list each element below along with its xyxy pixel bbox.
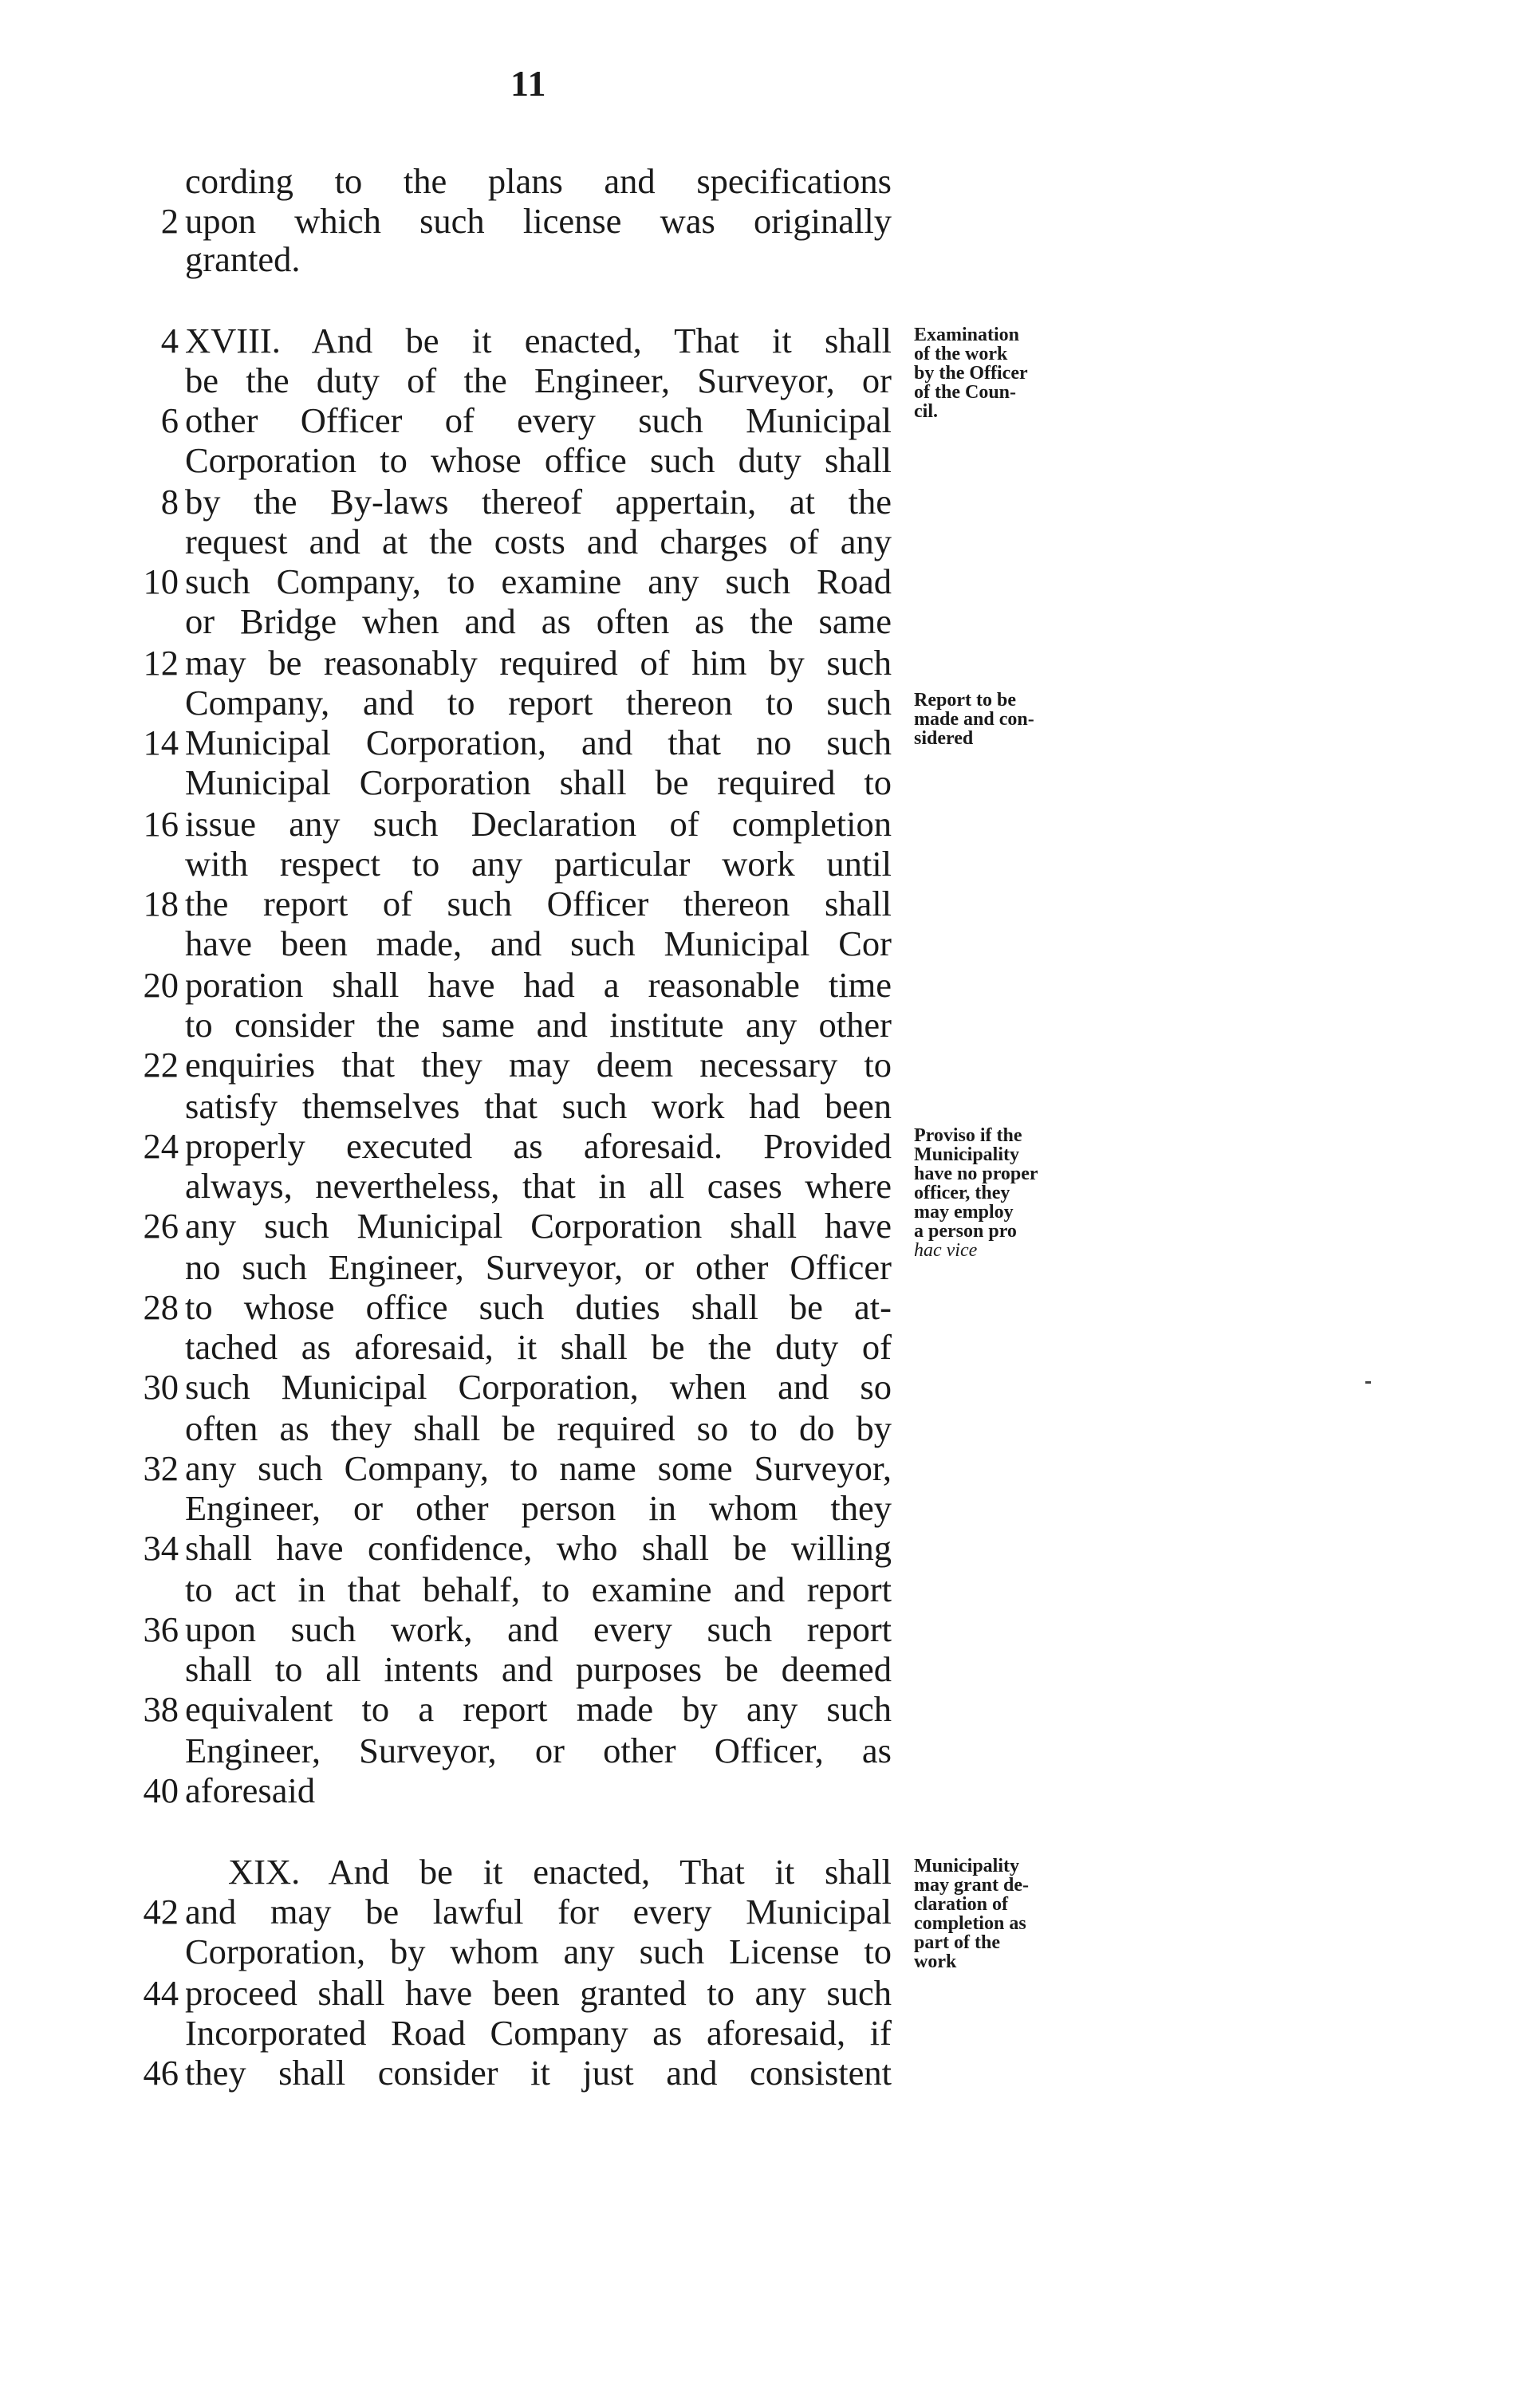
margin-note-line: of the work — [914, 344, 1008, 364]
text-line: no such Engineer, Surveyor, or other Officer — [185, 1247, 892, 1287]
line-number: 32 — [143, 1448, 179, 1488]
line-number: 24 — [143, 1126, 179, 1166]
line-number: 22 — [143, 1045, 179, 1085]
margin-note-line: may employ — [914, 1202, 1014, 1223]
margin-note — [914, 1126, 1089, 1260]
line-number: 44 — [143, 1973, 179, 2013]
text-line: and may be lawful for every Municipal — [185, 1892, 892, 1931]
margin-note-line: Examination — [914, 325, 1020, 345]
text-line: XIX. And be it enacted, That it shall — [228, 1852, 892, 1892]
margin-note-line: Municipality — [914, 1144, 1020, 1165]
margin-note-line: of the Coun- — [914, 382, 1017, 403]
text-line: upon such work, and every such report — [185, 1609, 892, 1649]
text-line: Municipal Corporation, and that no such — [185, 723, 892, 762]
line-number: 36 — [143, 1609, 179, 1649]
text-line: always, nevertheless, that in all cases where — [185, 1166, 892, 1206]
text-line: granted. — [185, 239, 301, 279]
margin-note-line: have no proper — [914, 1164, 1038, 1184]
line-number: 40 — [143, 1770, 179, 1810]
text-line: aforesaid — [185, 1770, 316, 1810]
text-line: any such Municipal Corporation shall have — [185, 1206, 892, 1246]
text-line: upon which such license was originally — [185, 201, 892, 241]
line-number: 26 — [143, 1206, 179, 1246]
text-line: other Officer of every such Municipal — [185, 400, 892, 440]
text-line: be the duty of the Engineer, Surveyor, or — [185, 360, 892, 400]
text-line: Municipal Corporation shall be required to — [185, 762, 892, 802]
margin-note-line: claration of — [914, 1894, 1008, 1915]
text-line: Incorporated Road Company as aforesaid, if — [185, 2013, 892, 2053]
text-line: Corporation, by whom any such License to — [185, 1931, 892, 1971]
text-line: XVIII. And be it enacted, That it shall — [185, 321, 892, 360]
line-number: 14 — [143, 723, 179, 762]
line-number: 12 — [143, 643, 179, 683]
stray-mark — [1365, 1381, 1371, 1384]
text-line: enquiries that they may deem necessary to — [185, 1045, 892, 1085]
line-number: 30 — [143, 1367, 179, 1407]
line-number: 8 — [160, 482, 179, 522]
text-line: have been made, and such Municipal Cor — [185, 923, 892, 963]
margin-note — [914, 691, 1089, 748]
text-line: cording to the plans and specifications — [185, 161, 892, 201]
line-number: 18 — [143, 884, 179, 923]
margin-note-line: part of the — [914, 1932, 1000, 1953]
line-number: 6 — [160, 400, 179, 440]
line-number: 34 — [143, 1528, 179, 1568]
line-number: 38 — [143, 1689, 179, 1729]
text-line: to act in that behalf, to examine and report — [185, 1569, 892, 1609]
line-number: 42 — [143, 1892, 179, 1931]
text-line: issue any such Declaration of completion — [185, 804, 892, 844]
text-line: poration shall have had a reasonable time — [185, 965, 892, 1005]
page-number: 11 — [510, 63, 547, 104]
line-number: 46 — [143, 2053, 179, 2093]
line-number: 28 — [143, 1287, 179, 1327]
text-line: properly executed as aforesaid. Provided — [185, 1126, 892, 1166]
margin-note-line: sidered — [914, 728, 974, 749]
text-line: such Company, to examine any such Road — [185, 561, 892, 601]
margin-note-line: Report to be — [914, 690, 1016, 711]
margin-note-line: officer, they — [914, 1183, 1010, 1203]
margin-note-line: Proviso if the — [914, 1125, 1022, 1146]
text-line: any such Company, to name some Surveyor, — [185, 1448, 892, 1488]
margin-note-line: a person pro — [914, 1221, 1017, 1242]
text-line: shall to all intents and purposes be deemed — [185, 1649, 892, 1689]
text-line: to consider the same and institute any other — [185, 1005, 892, 1045]
margin-note-line: by the Officer — [914, 363, 1028, 384]
text-line: such Municipal Corporation, when and so — [185, 1367, 892, 1407]
text-line: shall have confidence, who shall be willing — [185, 1528, 892, 1568]
margin-note-line: cil. — [914, 401, 938, 422]
text-line: tached as aforesaid, it shall be the duty of — [185, 1327, 892, 1367]
text-line: Engineer, Surveyor, or other Officer, as — [185, 1731, 892, 1770]
margin-note-line: made and con- — [914, 709, 1034, 730]
text-line: satisfy themselves that such work had been — [185, 1086, 892, 1126]
line-number: 20 — [143, 965, 179, 1005]
text-line: to whose office such duties shall be at- — [185, 1287, 892, 1327]
margin-note — [914, 325, 1089, 421]
text-line: request and at the costs and charges of any — [185, 522, 892, 561]
margin-note-line: work — [914, 1951, 957, 1972]
text-line: the report of such Officer thereon shall — [185, 884, 892, 923]
text-line: Corporation to whose office such duty shall — [185, 440, 892, 480]
line-number: 10 — [143, 561, 179, 601]
margin-note-line: completion as — [914, 1913, 1026, 1934]
line-number: 16 — [143, 804, 179, 844]
text-line: they shall consider it just and consistent — [185, 2053, 892, 2093]
margin-note — [914, 1857, 1089, 1971]
text-line: Company, and to report thereon to such — [185, 683, 892, 723]
line-number: 4 — [160, 321, 179, 360]
text-line: or Bridge when and as often as the same — [185, 601, 892, 641]
text-line: Engineer, or other person in whom they — [185, 1488, 892, 1528]
margin-note-line: Municipality — [914, 1856, 1020, 1876]
text-line: with respect to any particular work until — [185, 844, 892, 884]
line-number: 2 — [160, 201, 179, 241]
text-line: equivalent to a report made by any such — [185, 1689, 892, 1729]
text-line: may be reasonably required of him by such — [185, 643, 892, 683]
margin-note-line: may grant de- — [914, 1875, 1029, 1896]
text-line: proceed shall have been granted to any such — [185, 1973, 892, 2013]
text-line: by the By-laws thereof appertain, at the — [185, 482, 892, 522]
margin-note-line: hac vice — [914, 1240, 978, 1261]
text-line: often as they shall be required so to do by — [185, 1408, 892, 1448]
